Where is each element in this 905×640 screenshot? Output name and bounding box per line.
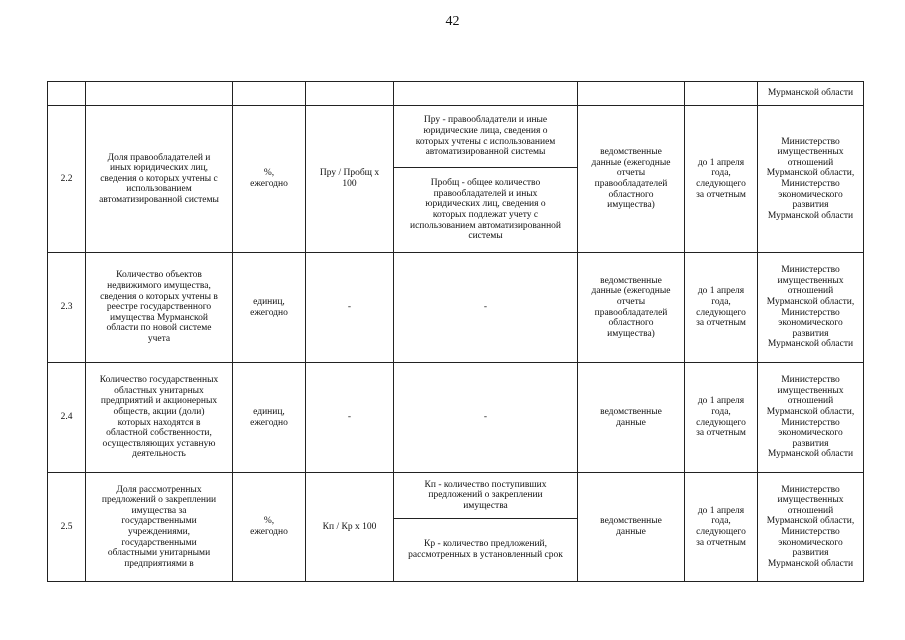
table-row [48, 363, 864, 473]
unit-cell: %, ежегодно [233, 473, 306, 582]
formula-cell: Пру / Пробщ х 100 [306, 106, 394, 253]
table-row [48, 106, 864, 168]
deadline-cell: до 1 апреля года, следующего за отчетным [685, 473, 758, 582]
responsible-cell: Министерство имущественных отношений Мурманской области, Министерство экономического развития Мурманской области [758, 253, 864, 363]
formula-cell: - [306, 253, 394, 363]
unit-cell: %, ежегодно [233, 106, 306, 253]
deadline-cell: до 1 апреля года, следующего за отчетным [685, 253, 758, 363]
row-number: 2.3 [48, 253, 86, 363]
responsible-cell: Министерство имущественных отношений Мурманской области, Министерство экономического развития Мурманской области [758, 473, 864, 582]
source-cell: ведомственные данные (ежегодные отчеты правообладателей областного имущества) [578, 106, 685, 253]
table-row [48, 253, 864, 363]
table-cell [394, 82, 578, 106]
table-cell [233, 82, 306, 106]
formula-cell: Кп / Кр х 100 [306, 473, 394, 582]
variable-cell: Кр - количество предложений, рассмотренных в установленный срок [394, 519, 578, 582]
formula-cell: - [306, 363, 394, 473]
variable-cell: - [394, 253, 578, 363]
indicator-name: Количество объектов недвижимого имущества, сведения о которых учтены в реестре государственного имущества Мурманской области по новой системе учета [86, 253, 233, 363]
responsible-cell: Министерство имущественных отношений Мурманской области, Министерство экономического развития Мурманской области [758, 106, 864, 253]
variable-cell: Кп - количество поступивших предложений о закреплении имущества [394, 473, 578, 519]
indicator-table [47, 81, 864, 582]
source-cell: ведомственные данные [578, 473, 685, 582]
deadline-cell: до 1 апреля года, следующего за отчетным [685, 106, 758, 253]
deadline-cell: до 1 апреля года, следующего за отчетным [685, 363, 758, 473]
row-number: 2.5 [48, 473, 86, 582]
table-cell [578, 82, 685, 106]
indicator-name: Доля правообладателей и иных юридических лиц, сведения о которых учтены с использованием автоматизированной системы [86, 106, 233, 253]
source-cell: ведомственные данные (ежегодные отчеты правообладателей областного имущества) [578, 253, 685, 363]
indicator-name: Доля рассмотренных предложений о закреплении имущества за государственными учреждениями, государственными областными унитарными предприятиями в [86, 473, 233, 582]
table-cell [48, 82, 86, 106]
unit-cell: единиц, ежегодно [233, 253, 306, 363]
variable-cell: Пробщ - общее количество правообладателей и иных юридических лиц, сведения о которых подлежат учету с использованием автоматизированной системы [394, 168, 578, 253]
table-cell [86, 82, 233, 106]
table-cell [685, 82, 758, 106]
responsible-cell: Министерство имущественных отношений Мурманской области, Министерство экономического развития Мурманской области [758, 363, 864, 473]
table-row [48, 82, 864, 106]
indicator-name: Количество государственных областных унитарных предприятий и акционерных обществ, акции (доли) которых находятся в областной собственности, осуществляющих уставную деятельность [86, 363, 233, 473]
responsible-cell: Мурманской области [758, 82, 864, 106]
page-number: 42 [445, 14, 460, 29]
unit-cell: единиц, ежегодно [233, 363, 306, 473]
table-cell [306, 82, 394, 106]
table-row [48, 473, 864, 519]
source-cell: ведомственные данные [578, 363, 685, 473]
row-number: 2.2 [48, 106, 86, 253]
variable-cell: - [394, 363, 578, 473]
variable-cell: Пру - правообладатели и иные юридические лица, сведения о которых учтены с использованием автоматизированной системы [394, 106, 578, 168]
row-number: 2.4 [48, 363, 86, 473]
